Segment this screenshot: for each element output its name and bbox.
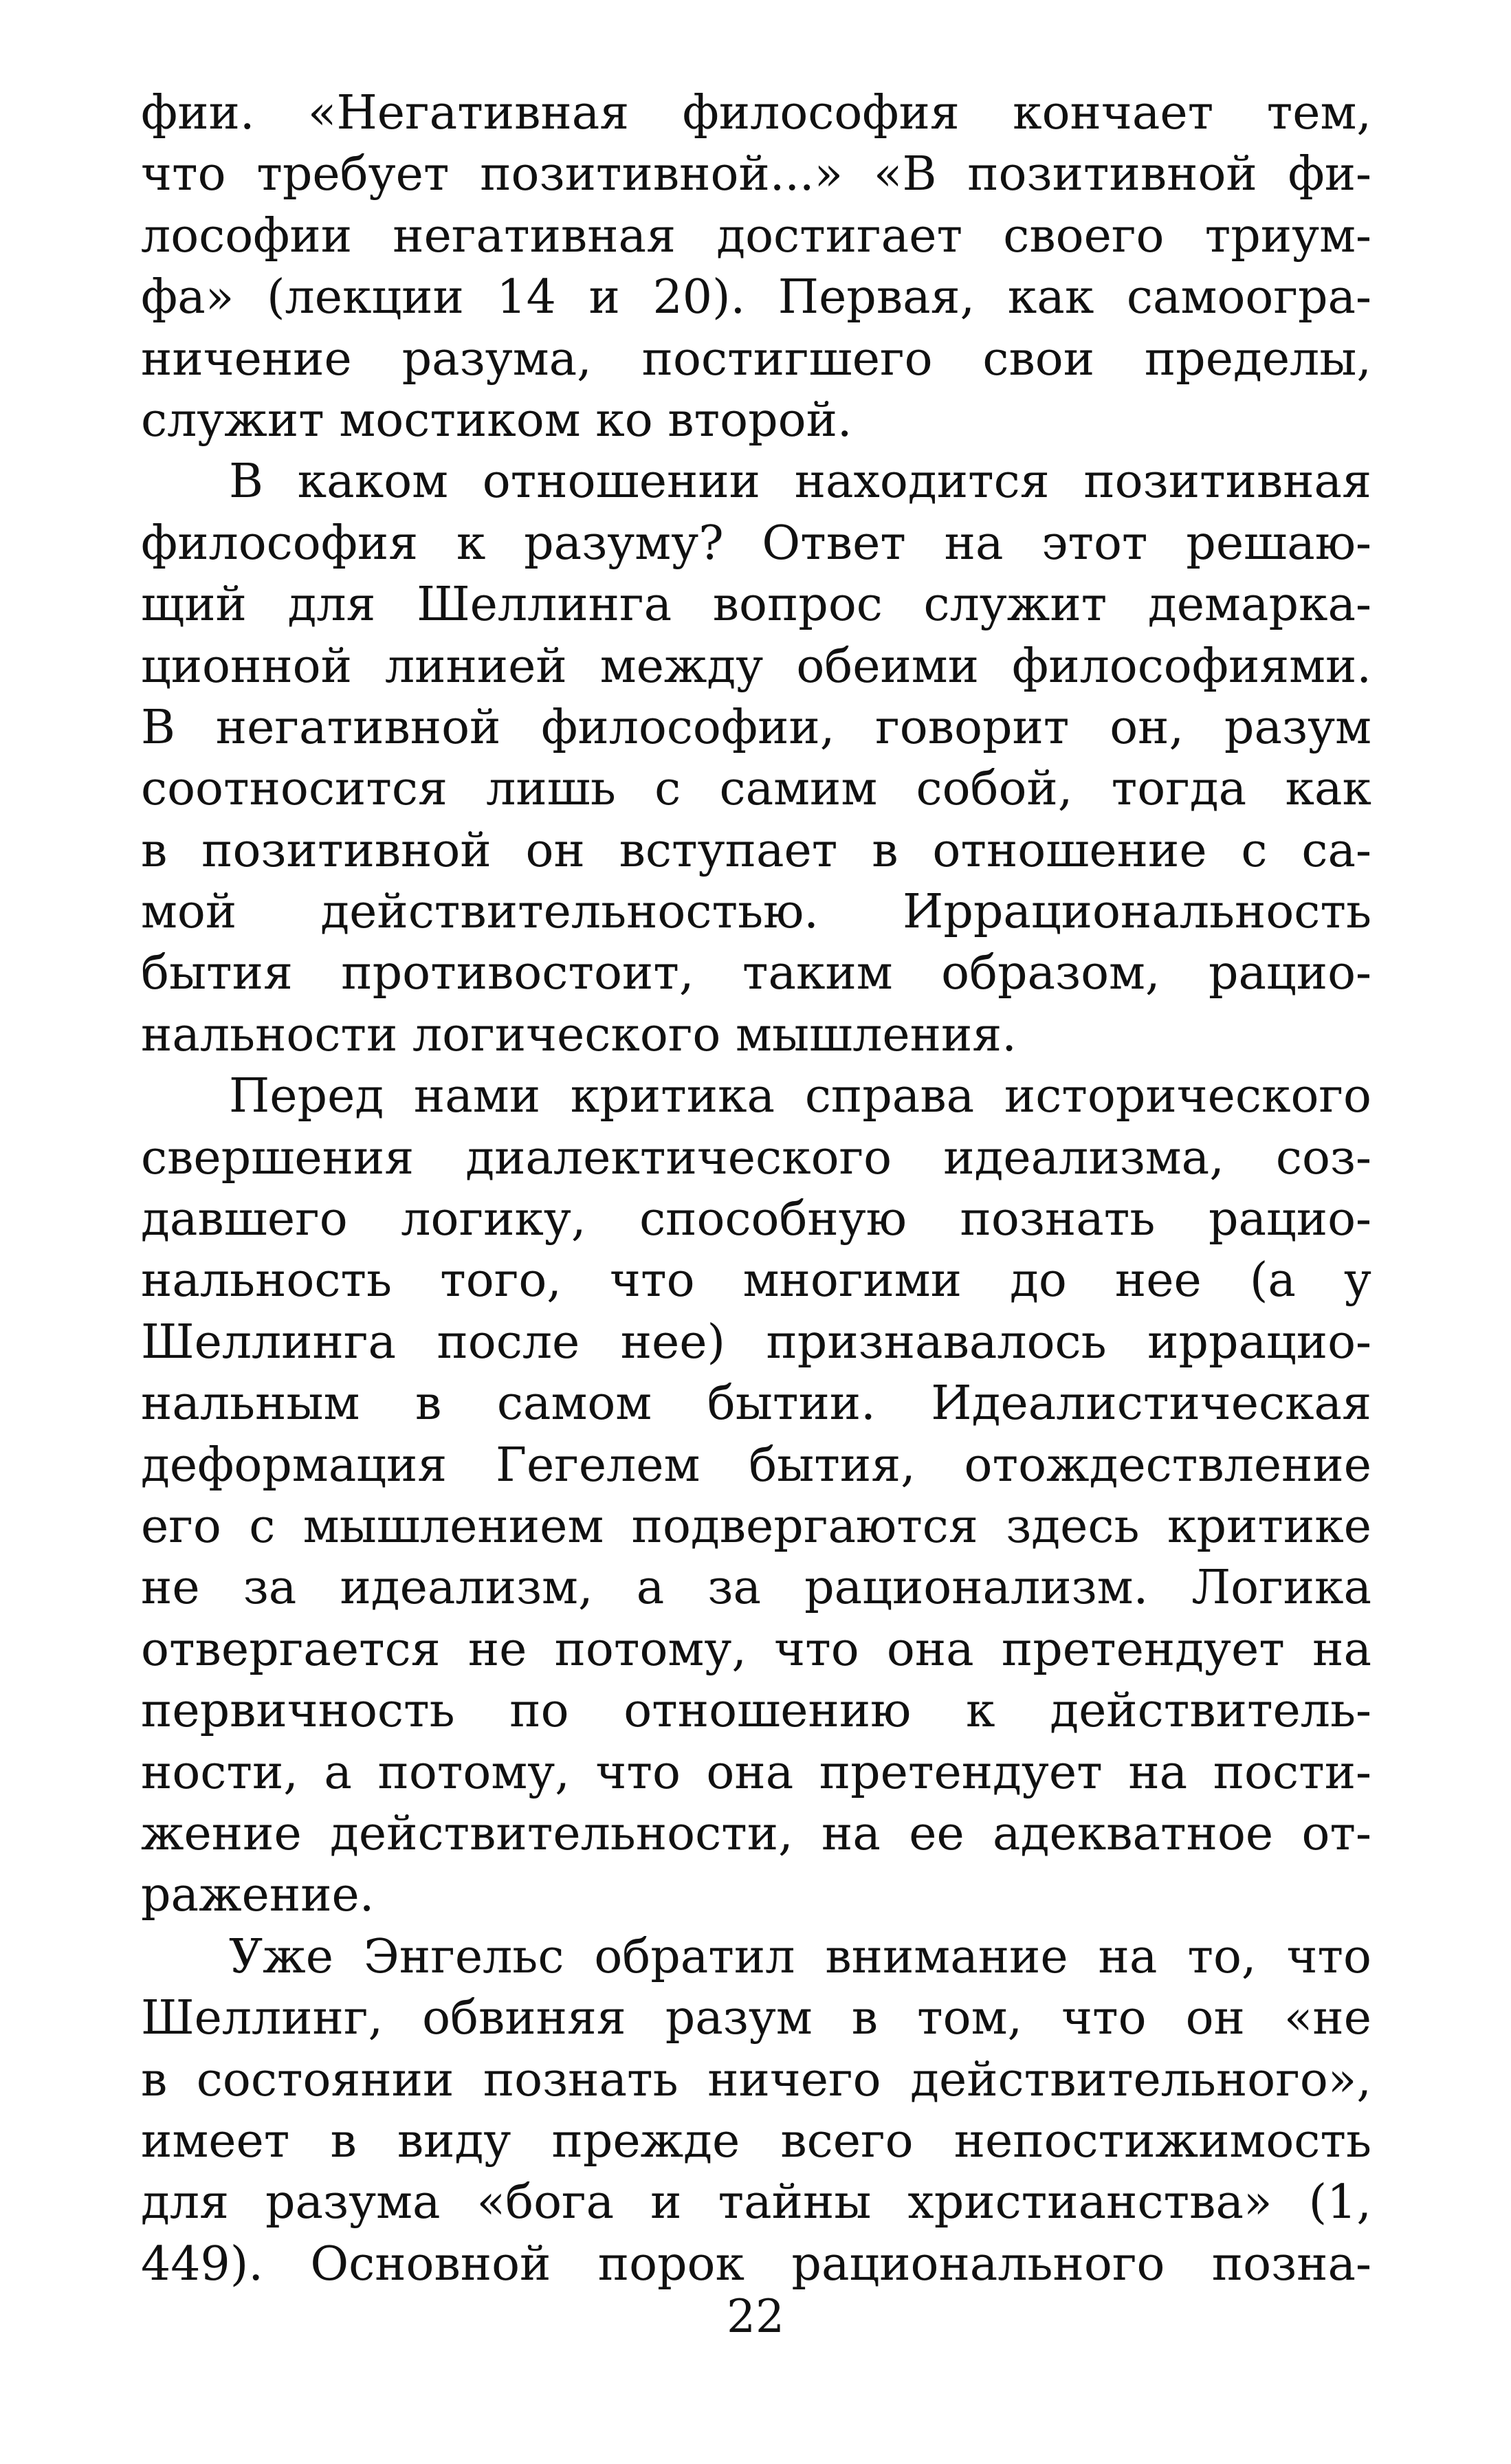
text-line: соотносится лишь с самим собой, тогда как	[141, 762, 1371, 817]
paragraph-3	[141, 1066, 1371, 1926]
text-line: давшего логику, способную познать рацио-	[141, 1192, 1371, 1247]
text-line: В негативной философии, говорит он, разум	[141, 700, 1371, 755]
text-line: что требует позитивной...» «В позитивной фи-	[141, 147, 1371, 202]
text-line: философия к разуму? Ответ на этот решаю-	[141, 516, 1371, 571]
text-line: жение действительности, на ее адекватное от-	[141, 1806, 1371, 1861]
text-line: ничение разума, постигшего свои пределы,	[141, 331, 1371, 386]
text-line: фии. «Негативная философия кончает тем,	[141, 86, 1371, 140]
page-text	[141, 82, 1371, 2295]
text-line: ности, а потому, что она претендует на пости-	[141, 1745, 1371, 1800]
text-line: не за идеализм, а за рационализм. Логика	[141, 1561, 1371, 1616]
text-line: служит мостиком ко второй.	[141, 393, 852, 448]
text-line: отвергается не потому, что она претендует на	[141, 1622, 1371, 1677]
text-line: ражение.	[141, 1868, 375, 1923]
text-line: первичность по отношению к действитель-	[141, 1684, 1371, 1739]
text-line: в позитивной он вступает в отношение с са-	[141, 823, 1371, 878]
paragraph-2	[141, 451, 1371, 1066]
text-line: для разума «бога и тайны христианства» (1,	[141, 2175, 1371, 2230]
text-line: Перед нами критика справа исторического	[229, 1069, 1371, 1124]
text-line: щий для Шеллинга вопрос служит демарка-	[141, 578, 1371, 632]
text-line: свершения диалектического идеализма, соз-	[141, 1130, 1371, 1185]
text-line: лософии негативная достигает своего триум-	[141, 208, 1371, 263]
paragraph-4	[141, 1926, 1371, 2295]
text-line: ционной линией между обеими философиями.	[141, 639, 1371, 694]
text-line: деформация Гегелем бытия, отождествление	[141, 1438, 1371, 1493]
text-line: в состоянии познать ничего действительного»,	[141, 2052, 1371, 2107]
text-line: Шеллинг, обвиняя разум в том, что он «не	[141, 1991, 1371, 2046]
text-line: Шеллинга после нее) признавалось иррацио-	[141, 1314, 1371, 1370]
paragraph-1	[141, 82, 1371, 451]
text-line: Уже Энгельс обратил внимание на то, что	[229, 1929, 1371, 1984]
text-line: мой действительностью. Иррациональность	[141, 885, 1371, 940]
text-line: нальность того, что многими до нее (а у	[141, 1253, 1371, 1308]
text-line: имеет в виду прежде всего непостижимость	[141, 2113, 1371, 2168]
text-line: бытия противостоит, таким образом, рацио-	[141, 946, 1371, 1001]
text-line: 449). Основной порок рационального позна-	[141, 2236, 1371, 2291]
text-line: нальности логического мышления.	[141, 1007, 1017, 1062]
text-line: нальным в самом бытии. Идеалистическая	[141, 1376, 1371, 1431]
text-line: фа» (лекции 14 и 20). Первая, как самоогра-	[141, 270, 1371, 325]
text-line: В каком отношении находится позитивная	[229, 454, 1371, 509]
page-number: 22	[727, 2290, 784, 2343]
text-line: его с мышлением подвергаются здесь критике	[141, 1499, 1371, 1554]
